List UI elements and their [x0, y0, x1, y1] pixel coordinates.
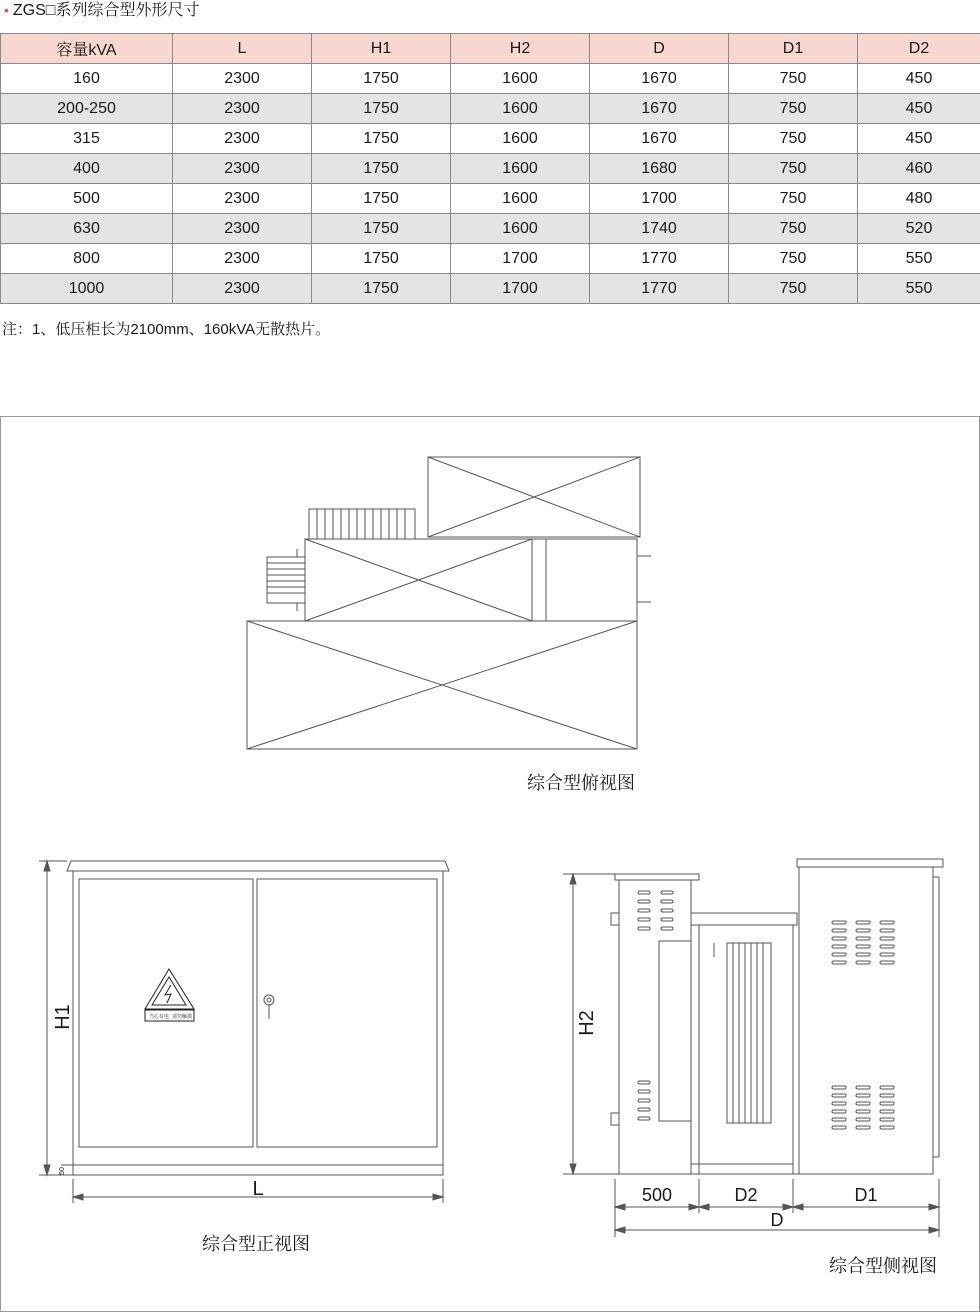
table-row [1, 274, 980, 304]
cell: 750 [729, 124, 858, 154]
side-view-left-vents [638, 891, 673, 1120]
d-label: D [771, 1210, 784, 1230]
table-row [1, 94, 980, 124]
drawing-panel [0, 416, 980, 1312]
header-d2: D2 [858, 34, 980, 64]
header-capacity: 容量kVA [1, 34, 173, 64]
bullet-icon: • [4, 2, 9, 18]
cell: 2300 [173, 154, 312, 184]
top-view [247, 457, 651, 749]
cell: 750 [729, 184, 858, 214]
cell: 1670 [590, 94, 729, 124]
cell: 160 [1, 64, 173, 94]
top-view-side-radiator [267, 549, 305, 611]
d2-label: D2 [734, 1185, 757, 1205]
cell: 450 [858, 124, 980, 154]
cell: 1750 [312, 214, 451, 244]
dim-500-label: 500 [642, 1185, 672, 1205]
cell: 450 [858, 94, 980, 124]
cell: 400 [1, 154, 173, 184]
cell: 750 [729, 244, 858, 274]
cell: 750 [729, 214, 858, 244]
cell: 750 [729, 154, 858, 184]
side-view-transformer-fins [714, 943, 771, 1123]
cell: 630 [1, 214, 173, 244]
cell: 1600 [451, 184, 590, 214]
cell: 800 [1, 244, 173, 274]
cell: 1600 [451, 94, 590, 124]
cell: 1600 [451, 64, 590, 94]
technical-drawing [1, 417, 979, 1311]
base-height-label: 50 [59, 1167, 66, 1175]
warning-sign [145, 969, 194, 1021]
header-h2: H2 [451, 34, 590, 64]
cell: 2300 [173, 124, 312, 154]
cell: 1750 [312, 244, 451, 274]
front-view-cabinet [73, 871, 443, 1165]
cell: 1740 [590, 214, 729, 244]
cell: 1600 [451, 214, 590, 244]
header-d: D [590, 34, 729, 64]
front-view-base [73, 1165, 443, 1175]
cell: 520 [858, 214, 980, 244]
cell: 1750 [312, 274, 451, 304]
header-l: L [173, 34, 312, 64]
front-view-caption: 综合型正视图 [202, 1234, 310, 1254]
d1-label: D1 [854, 1185, 877, 1205]
cell: 2300 [173, 94, 312, 124]
table-row [1, 184, 980, 214]
side-view-roof-right [797, 859, 943, 867]
cell: 460 [858, 154, 980, 184]
side-view-roof-left [615, 874, 699, 880]
h1-label: H1 [52, 1004, 74, 1030]
cell: 1750 [312, 124, 451, 154]
side-view [563, 859, 943, 1237]
cell: 1670 [590, 64, 729, 94]
cell: 750 [729, 274, 858, 304]
cell: 2300 [173, 184, 312, 214]
cell: 1770 [590, 274, 729, 304]
cell: 550 [858, 244, 980, 274]
table-row [1, 64, 980, 94]
cell: 1670 [590, 124, 729, 154]
cell: 500 [1, 184, 173, 214]
table-row [1, 154, 980, 184]
side-view-lv-cabinet [799, 867, 933, 1174]
cell: 480 [858, 184, 980, 214]
l-label: L [252, 1178, 263, 1200]
front-view-right-door [257, 879, 437, 1147]
front-view-roof [67, 861, 449, 871]
warning-sign-left-text: 当心有电 [149, 1013, 169, 1020]
front-view [39, 861, 449, 1203]
table-row [1, 124, 980, 154]
side-view-hv-cabinet [619, 880, 691, 1174]
cell: 2300 [173, 64, 312, 94]
side-view-right-vents [832, 921, 894, 1129]
door-lock-icon [264, 995, 274, 1019]
cell: 750 [729, 64, 858, 94]
cell: 2300 [173, 244, 312, 274]
cell: 1600 [451, 124, 590, 154]
cell: 1700 [451, 244, 590, 274]
header-d1: D1 [729, 34, 858, 64]
h2-label: H2 [576, 1010, 598, 1036]
table-header-row [1, 34, 980, 64]
page-title [4, 0, 199, 22]
lightning-icon [165, 985, 171, 1003]
cell: 1750 [312, 64, 451, 94]
cell: 1750 [312, 154, 451, 184]
cell: 450 [858, 64, 980, 94]
cell: 1750 [312, 184, 451, 214]
side-view-door-panel [659, 941, 691, 1121]
top-view-caption: 综合型俯视图 [527, 773, 635, 793]
dimension-table [0, 33, 980, 304]
footnote: 注：1、低压柜长为2100mm、160kVA无散热片。 [2, 318, 330, 339]
cell: 315 [1, 124, 173, 154]
cell: 1750 [312, 94, 451, 124]
front-view-left-door [79, 879, 253, 1147]
warning-sign-right-text: 请勿触摸 [172, 1013, 192, 1020]
cell: 1700 [451, 274, 590, 304]
cell: 2300 [173, 214, 312, 244]
side-view-transformer-top [691, 913, 797, 925]
cell: 550 [858, 274, 980, 304]
cell: 1680 [590, 154, 729, 184]
top-view-radiator [309, 509, 415, 539]
cell: 1000 [1, 274, 173, 304]
title-text: ZGS□系列综合型外形尺寸 [13, 2, 200, 19]
cell: 1770 [590, 244, 729, 274]
table-row [1, 214, 980, 244]
cell: 1700 [590, 184, 729, 214]
cell: 200-250 [1, 94, 173, 124]
cell: 2300 [173, 274, 312, 304]
table-row [1, 244, 980, 274]
cell: 750 [729, 94, 858, 124]
side-view-caption: 综合型侧视图 [829, 1256, 937, 1276]
header-h1: H1 [312, 34, 451, 64]
cell: 1600 [451, 154, 590, 184]
top-view-transformer-box [305, 539, 637, 621]
